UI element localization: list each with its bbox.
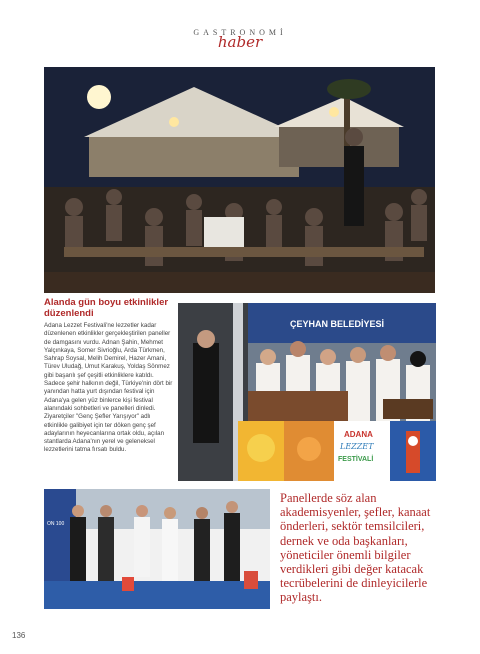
chefs-group-photo: [178, 303, 436, 481]
magazine-name: GASTRONOMİ: [193, 28, 287, 37]
page-number: 136: [12, 631, 26, 640]
pull-quote: Panellerde söz alan akademisyenler, şefler, kanaat önderleri, sektör temsilcileri, dernek ve oda başkanları, yöneticiler önemli bilgiler verdikleri gibi değer katacak tecrübelerini de dinleyicilerle paylaştı.: [280, 491, 431, 605]
festival-logo-line-2: LEZZET: [340, 442, 374, 451]
section-name: haber: [217, 33, 263, 51]
festival-logo-line-3: FESTİVALİ: [338, 456, 374, 463]
article-body: Adana Lezzet Festivali'ne lezzetler kadar düzenlenen etkinlikler gerçekleştirilen paneller de damgasını vurdu. Adnan Şahin, Mehmet Yalçınkaya, Somer Sivrioğlu, Arda Türkmen, Sahrap Soysal, Melih Demirel, Hazer Amani, Türev Uludağ, Umut Karakuş, Yoldaş Sönmez gibi başarılı şef çeşitli etkinliklere katıldı. Sadece şehir halkının değil, Türkiye'nin dört bir yanından hatta yurt dışından festival için Adana'ya gelen yüz binlerce kişi festival alanındaki sohbetleri ve panelleri dinledi. Ziyaretçiler "Genç Şefler Yarışıyor" adlı etkinlikle galibiyet için ter döken genç şef adaylarının heyecanlarına ortak oldu, açılan stantlarda Adana'nın yerel ve geleneksel lezzetlerini tatma fırsatı buldu.: [44, 322, 173, 454]
stage-banner-text: ON 100: [47, 521, 65, 527]
banner-text: ÇEYHAN BELEDİYESİ: [290, 319, 385, 329]
article-headline: Alanda gün boyu etkinlikler düzenlendi: [44, 297, 169, 319]
stage-group-photo: [44, 489, 270, 609]
festival-night-photo: [44, 67, 435, 293]
festival-logo-line-1: ADANA: [344, 430, 373, 439]
masthead: [0, 28, 480, 51]
